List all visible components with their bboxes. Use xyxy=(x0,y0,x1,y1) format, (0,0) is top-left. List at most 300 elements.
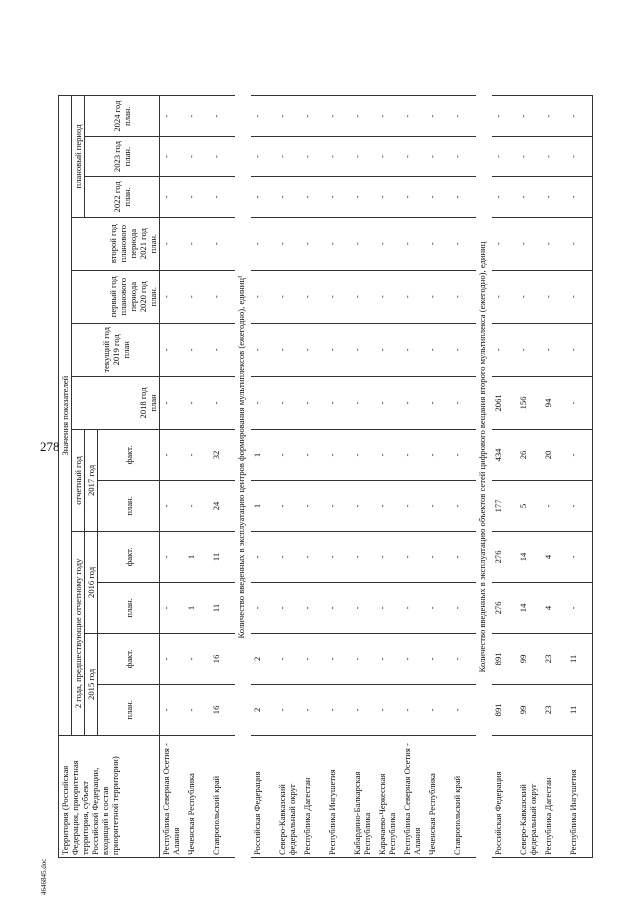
territory-cell: Ставропольский край xyxy=(210,735,235,857)
value-cell: 16 xyxy=(210,684,235,735)
value-cell: - xyxy=(542,217,567,270)
value-cell: 14 xyxy=(517,531,542,582)
row-spacer xyxy=(185,858,210,883)
value-cell: - xyxy=(160,429,186,480)
value-cell: - xyxy=(276,582,301,633)
value-cell: - xyxy=(517,96,542,136)
value-cell: - xyxy=(210,136,235,176)
row-spacer xyxy=(567,858,593,883)
value-cell: 4 xyxy=(542,582,567,633)
value-cell: - xyxy=(401,684,426,735)
value-cell: - xyxy=(301,582,326,633)
table-row xyxy=(251,31,276,883)
value-cell: - xyxy=(326,217,351,270)
value-cell: - xyxy=(351,633,376,684)
territory-cell: Северо-Кавказский федеральный округ xyxy=(276,735,301,857)
value-cell: - xyxy=(376,633,401,684)
section-row xyxy=(476,31,492,883)
value-cell: - xyxy=(160,531,186,582)
value-cell: - xyxy=(492,323,517,376)
value-cell: - xyxy=(210,96,235,136)
value-cell: - xyxy=(451,270,476,323)
value-cell: - xyxy=(160,480,186,531)
value-cell: - xyxy=(451,177,476,217)
value-cell: - xyxy=(567,217,593,270)
row-spacer xyxy=(326,31,351,96)
value-cell: - xyxy=(542,177,567,217)
col-second: второй год планового периода 2021 год план. xyxy=(72,217,160,270)
value-cell: - xyxy=(276,684,301,735)
value-cell: - xyxy=(301,136,326,176)
row-spacer xyxy=(160,31,186,96)
value-cell: - xyxy=(426,96,451,136)
value-cell: - xyxy=(567,531,593,582)
value-cell: 4 xyxy=(542,531,567,582)
value-cell: - xyxy=(301,177,326,217)
value-cell: - xyxy=(276,323,301,376)
territory-cell: Республика Северная Осетия - Алания xyxy=(401,735,426,857)
value-cell: - xyxy=(542,270,567,323)
value-cell: - xyxy=(276,136,301,176)
value-cell: - xyxy=(401,177,426,217)
value-cell: 1 xyxy=(251,480,276,531)
value-cell: - xyxy=(276,217,301,270)
territory-cell: Республика Дагестан xyxy=(542,735,567,857)
value-cell: - xyxy=(451,429,476,480)
value-cell: - xyxy=(326,633,351,684)
value-cell: - xyxy=(517,270,542,323)
territory-cell: Российская Федерация xyxy=(251,735,276,857)
table-header xyxy=(59,31,160,883)
table-row xyxy=(401,31,426,883)
row-spacer xyxy=(542,31,567,96)
value-cell: - xyxy=(351,531,376,582)
value-cell: - xyxy=(401,582,426,633)
plan-period-header: плановый период xyxy=(72,96,85,217)
value-cell: - xyxy=(426,270,451,323)
value-cell: - xyxy=(185,376,210,429)
value-cell: - xyxy=(251,531,276,582)
value-cell: - xyxy=(351,177,376,217)
col-first: первый год планового периода 2020 год план. xyxy=(72,270,160,323)
value-cell: - xyxy=(401,323,426,376)
territory-cell: Российская Федерация xyxy=(492,735,517,857)
value-cell: - xyxy=(351,429,376,480)
value-cell: - xyxy=(567,582,593,633)
value-cell: - xyxy=(160,270,186,323)
row-spacer xyxy=(185,31,210,96)
value-cell: - xyxy=(492,217,517,270)
value-cell: - xyxy=(351,582,376,633)
territory-cell: Чеченская Республика xyxy=(185,735,210,857)
value-cell: - xyxy=(301,531,326,582)
value-cell: - xyxy=(401,217,426,270)
row-spacer xyxy=(276,858,301,883)
value-cell: - xyxy=(326,96,351,136)
value-cell: 2061 xyxy=(492,376,517,429)
value-cell: - xyxy=(351,217,376,270)
col-2017-plan: план. xyxy=(98,480,160,531)
value-cell: - xyxy=(376,480,401,531)
value-cell: - xyxy=(326,136,351,176)
table-row xyxy=(160,31,186,883)
value-cell: - xyxy=(185,633,210,684)
value-cell: - xyxy=(160,582,186,633)
value-cell: - xyxy=(185,429,210,480)
value-cell: - xyxy=(160,217,186,270)
value-cell: - xyxy=(351,96,376,136)
row-spacer xyxy=(251,31,276,96)
value-cell: - xyxy=(160,96,186,136)
value-cell: - xyxy=(401,96,426,136)
value-cell: - xyxy=(301,376,326,429)
value-cell: - xyxy=(426,531,451,582)
value-cell: - xyxy=(301,323,326,376)
value-cell: - xyxy=(426,633,451,684)
value-cell: - xyxy=(567,376,593,429)
value-cell: - xyxy=(451,323,476,376)
value-cell: - xyxy=(351,270,376,323)
value-cell: - xyxy=(451,217,476,270)
value-cell: 26 xyxy=(517,429,542,480)
row-spacer xyxy=(276,31,301,96)
territory-cell: Северо-Кавказский федеральный округ xyxy=(517,735,542,857)
year-2016-header: 2016 год xyxy=(85,531,98,633)
row-spacer xyxy=(451,31,476,96)
value-cell: - xyxy=(301,633,326,684)
value-cell: 5 xyxy=(517,480,542,531)
value-cell: - xyxy=(276,633,301,684)
value-cell: - xyxy=(426,376,451,429)
value-cell: - xyxy=(301,270,326,323)
value-cell: - xyxy=(160,177,186,217)
two-years-header: 2 года, предшествующие отчетному году xyxy=(72,531,85,735)
value-cell: - xyxy=(492,177,517,217)
value-cell: - xyxy=(210,217,235,270)
value-cell: - xyxy=(451,633,476,684)
value-cell: - xyxy=(326,684,351,735)
value-cell: - xyxy=(492,270,517,323)
value-cell: - xyxy=(567,96,593,136)
value-cell: - xyxy=(185,270,210,323)
value-cell: - xyxy=(210,376,235,429)
value-cell: - xyxy=(185,323,210,376)
value-cell: - xyxy=(426,136,451,176)
row-spacer xyxy=(517,858,542,883)
value-cell: 11 xyxy=(567,684,593,735)
territory-header: Территория (Российская Федерация, приоритетная территория, субъект Российской Федерации, входящий в состав приоритетной территории) xyxy=(59,735,160,857)
territory-cell: Республика Ингушетия xyxy=(326,735,351,857)
value-cell: - xyxy=(301,480,326,531)
value-cell: - xyxy=(185,217,210,270)
year-2017-header: 2017 год xyxy=(85,429,98,531)
value-cell: - xyxy=(376,136,401,176)
section-row xyxy=(235,31,251,883)
row-spacer xyxy=(376,31,401,96)
value-cell: - xyxy=(376,96,401,136)
value-cell: - xyxy=(542,136,567,176)
table-row xyxy=(301,31,326,883)
row-spacer xyxy=(351,858,376,883)
value-cell: 20 xyxy=(542,429,567,480)
value-cell: - xyxy=(492,136,517,176)
value-cell: - xyxy=(451,96,476,136)
value-cell: - xyxy=(451,582,476,633)
value-cell: - xyxy=(451,684,476,735)
value-cell: - xyxy=(567,136,593,176)
value-cell: 11 xyxy=(210,531,235,582)
value-cell: - xyxy=(326,480,351,531)
value-cell: - xyxy=(567,177,593,217)
value-cell: - xyxy=(567,429,593,480)
value-cell: - xyxy=(185,684,210,735)
value-cell: - xyxy=(251,323,276,376)
value-cell: - xyxy=(326,429,351,480)
value-cell: 891 xyxy=(492,633,517,684)
value-cell: - xyxy=(351,684,376,735)
rotated-table-container xyxy=(58,31,612,883)
value-cell: 276 xyxy=(492,582,517,633)
value-cell: - xyxy=(326,323,351,376)
value-cell: - xyxy=(426,684,451,735)
row-spacer xyxy=(351,31,376,96)
col-2015-fact: факт. xyxy=(98,633,160,684)
value-cell: - xyxy=(326,582,351,633)
table-row xyxy=(492,31,517,883)
table-row xyxy=(542,31,567,883)
value-cell: - xyxy=(542,323,567,376)
value-cell: - xyxy=(567,323,593,376)
value-cell: - xyxy=(351,480,376,531)
value-cell: 11 xyxy=(567,633,593,684)
row-spacer xyxy=(326,858,351,883)
value-cell: 2 xyxy=(251,684,276,735)
table-row xyxy=(567,31,593,883)
value-cell: - xyxy=(251,177,276,217)
territory-cell: Кабардино-Балкарская Республика xyxy=(351,735,376,857)
value-cell: - xyxy=(276,376,301,429)
value-cell: 94 xyxy=(542,376,567,429)
value-cell: - xyxy=(326,376,351,429)
value-cell: - xyxy=(376,270,401,323)
row-spacer xyxy=(210,31,235,96)
value-cell: - xyxy=(210,270,235,323)
row-spacer xyxy=(401,858,426,883)
value-cell: - xyxy=(426,177,451,217)
section-title: Количество введенных в эксплуатацию объектов сетей цифрового вещания второго мультиплекса (ежегодно), единиц xyxy=(477,241,487,673)
table-row xyxy=(276,31,301,883)
reporting-year-header: отчетный год xyxy=(72,429,85,531)
value-cell: 2 xyxy=(251,633,276,684)
table-row xyxy=(376,31,401,883)
value-cell: - xyxy=(376,177,401,217)
value-cell: - xyxy=(160,633,186,684)
value-cell: 11 xyxy=(210,582,235,633)
value-cell: 1 xyxy=(185,531,210,582)
col-2017-fact: факт. xyxy=(98,429,160,480)
value-cell: - xyxy=(276,177,301,217)
table-body xyxy=(160,31,593,883)
value-cell: - xyxy=(376,531,401,582)
value-cell: - xyxy=(426,217,451,270)
value-cell: - xyxy=(326,270,351,323)
value-cell: - xyxy=(251,136,276,176)
value-cell: - xyxy=(451,531,476,582)
value-cell: - xyxy=(567,270,593,323)
value-cell: 99 xyxy=(517,633,542,684)
value-cell: - xyxy=(376,582,401,633)
row-spacer xyxy=(401,31,426,96)
value-cell: - xyxy=(426,582,451,633)
territory-cell: Республика Дагестан xyxy=(301,735,326,857)
value-cell: - xyxy=(401,136,426,176)
value-cell: 23 xyxy=(542,684,567,735)
territory-cell: Карачаево-Черкесская Республика xyxy=(376,735,401,857)
value-cell: - xyxy=(251,376,276,429)
value-cell: - xyxy=(210,323,235,376)
values-header: Значения показателей xyxy=(59,96,72,735)
value-cell: 23 xyxy=(542,633,567,684)
table-row xyxy=(185,31,210,883)
table-row xyxy=(451,31,476,883)
value-cell: 16 xyxy=(210,633,235,684)
col-2015-plan: план. xyxy=(98,684,160,735)
value-cell: 14 xyxy=(517,582,542,633)
value-cell: - xyxy=(426,429,451,480)
value-cell: - xyxy=(567,480,593,531)
value-cell: - xyxy=(401,531,426,582)
table-row xyxy=(351,31,376,883)
row-spacer xyxy=(426,31,451,96)
row-spacer xyxy=(517,31,542,96)
value-cell: - xyxy=(451,376,476,429)
row-spacer xyxy=(542,858,567,883)
row-spacer xyxy=(426,858,451,883)
row-spacer xyxy=(376,858,401,883)
col-2022: 2022 год план. xyxy=(85,177,160,217)
value-cell: 99 xyxy=(517,684,542,735)
value-cell: - xyxy=(376,323,401,376)
value-cell: - xyxy=(451,136,476,176)
value-cell: - xyxy=(401,480,426,531)
section-title: Количество введенных в эксплуатацию центров формирования мультиплексов (ежегодно), единиц¹ xyxy=(236,275,246,639)
value-cell: - xyxy=(517,177,542,217)
value-cell: - xyxy=(251,217,276,270)
value-cell: - xyxy=(351,376,376,429)
value-cell: - xyxy=(251,270,276,323)
table-row xyxy=(426,31,451,883)
value-cell: - xyxy=(276,429,301,480)
value-cell: 156 xyxy=(517,376,542,429)
value-cell: 1 xyxy=(251,429,276,480)
value-cell: - xyxy=(376,217,401,270)
value-cell: - xyxy=(376,376,401,429)
file-footer: 4646845.doc xyxy=(40,858,48,895)
col-2018: 2018 год план xyxy=(72,376,160,429)
row-spacer xyxy=(210,858,235,883)
value-cell: 276 xyxy=(492,531,517,582)
value-cell: - xyxy=(251,96,276,136)
value-cell: - xyxy=(276,480,301,531)
value-cell: - xyxy=(301,96,326,136)
value-cell: - xyxy=(251,582,276,633)
indicators-table xyxy=(58,31,593,883)
row-spacer xyxy=(492,31,517,96)
row-spacer xyxy=(301,858,326,883)
value-cell: 1 xyxy=(185,582,210,633)
row-spacer xyxy=(567,31,593,96)
row-spacer xyxy=(251,858,276,883)
value-cell: - xyxy=(326,177,351,217)
value-cell: - xyxy=(301,684,326,735)
value-cell: 891 xyxy=(492,684,517,735)
value-cell: - xyxy=(517,136,542,176)
value-cell: - xyxy=(451,480,476,531)
value-cell: - xyxy=(160,684,186,735)
value-cell: - xyxy=(401,270,426,323)
value-cell: - xyxy=(376,429,401,480)
territory-cell: Чеченская Республика xyxy=(426,735,451,857)
value-cell: - xyxy=(376,684,401,735)
row-spacer xyxy=(301,31,326,96)
value-cell: - xyxy=(160,376,186,429)
value-cell: - xyxy=(185,177,210,217)
col-2024: 2024 год план. xyxy=(85,96,160,136)
value-cell: - xyxy=(301,429,326,480)
value-cell: - xyxy=(542,480,567,531)
value-cell: - xyxy=(351,323,376,376)
year-2015-header: 2015 год xyxy=(85,633,98,735)
col-2016-plan: план. xyxy=(98,582,160,633)
value-cell: - xyxy=(542,96,567,136)
value-cell: - xyxy=(401,633,426,684)
value-cell: - xyxy=(276,270,301,323)
territory-cell: Республика Северная Осетия - Алания xyxy=(160,735,186,857)
value-cell: - xyxy=(492,96,517,136)
value-cell: - xyxy=(517,323,542,376)
value-cell: 24 xyxy=(210,480,235,531)
territory-cell: Республика Ингушетия xyxy=(567,735,593,857)
row-spacer xyxy=(451,858,476,883)
value-cell: 32 xyxy=(210,429,235,480)
value-cell: - xyxy=(185,136,210,176)
value-cell: - xyxy=(426,323,451,376)
table-row xyxy=(210,31,235,883)
value-cell: - xyxy=(401,376,426,429)
value-cell: - xyxy=(185,480,210,531)
table-row xyxy=(517,31,542,883)
value-cell: - xyxy=(517,217,542,270)
value-cell: - xyxy=(276,96,301,136)
row-spacer xyxy=(160,858,186,883)
value-cell: 177 xyxy=(492,480,517,531)
territory-cell: Ставропольский край xyxy=(451,735,476,857)
value-cell: - xyxy=(326,531,351,582)
value-cell: - xyxy=(426,480,451,531)
row-spacer xyxy=(492,858,517,883)
value-cell: - xyxy=(351,136,376,176)
value-cell: - xyxy=(276,531,301,582)
value-cell: - xyxy=(160,136,186,176)
value-cell: - xyxy=(160,323,186,376)
col-2016-fact: факт. xyxy=(98,531,160,582)
col-2023: 2023 год план. xyxy=(85,136,160,176)
value-cell: - xyxy=(401,429,426,480)
page-number: 278 xyxy=(40,439,60,454)
col-current: текущий год 2019 год план xyxy=(72,323,160,376)
value-cell: - xyxy=(185,96,210,136)
value-cell: 434 xyxy=(492,429,517,480)
